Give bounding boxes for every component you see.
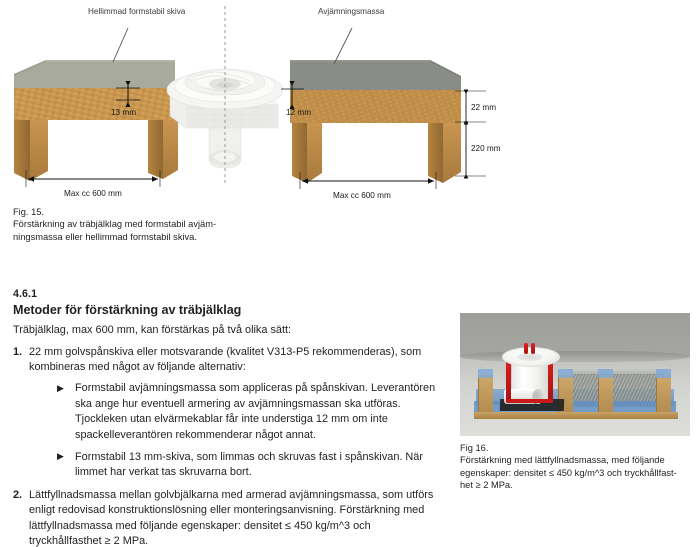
callout-avjamningsmassa xyxy=(318,7,385,64)
chipboard-deck-left xyxy=(14,74,175,120)
photo-bottom-sill xyxy=(474,412,678,419)
dimension-220mm xyxy=(455,122,501,179)
dimension-spacing-left xyxy=(26,170,160,198)
figure-15-illustration xyxy=(0,0,520,210)
callout-left-label: Hellimmad formstabil skiva xyxy=(88,7,186,16)
chipboard-deck-right xyxy=(290,90,461,123)
sub-list-item-text: Formstabil 13 mm-skiva, som limmas och skruvas fast i spånskivan. När limmet har verkat tas skruvarna bort. xyxy=(75,450,423,479)
photo-joist-cap xyxy=(558,369,573,378)
sub-list xyxy=(29,381,443,480)
dimension-13mm-label: 13 mm xyxy=(111,108,137,117)
figure-16-block xyxy=(460,313,690,491)
figure-16-caption-line1: Förstärkning med lättfyllnadsmassa, med följande xyxy=(460,455,665,466)
figure-15-svg xyxy=(0,0,520,210)
list-item-marker: 2. xyxy=(13,488,23,501)
list-item-text: Lättfyllnadsmassa mellan golvbjälkarna med armerad avjämningsmassa, som utförs enligt redovisad konstruktionslösning eller monteringsanvisning. Förstärkning med lättfyllnadsmassa med följande egenskaper: densitet ≤ 450 kg/m^3 och tryckhållfasthet ≥ 2 MPa. xyxy=(29,488,434,547)
photo-wall-shadow xyxy=(460,351,690,362)
figure-16-caption-line3: het ≥ 2 MPa. xyxy=(460,479,513,490)
joist-middle-left xyxy=(148,120,178,179)
dimension-spacing-left-label: Max cc 600 mm xyxy=(64,189,122,198)
dimension-22mm xyxy=(455,90,496,125)
methods-list xyxy=(13,345,443,547)
section-4-6-1 xyxy=(13,287,443,547)
figure-15-caption xyxy=(13,206,313,243)
list-item xyxy=(13,345,443,481)
screed-slab-right xyxy=(290,60,461,90)
photo-joist-cap xyxy=(478,369,493,378)
sub-list-item xyxy=(57,450,443,481)
figure-15-caption-line2: ningsmassa eller hellimmad formstabil skiva. xyxy=(13,231,197,242)
callout-right-label: Avjämningsmassa xyxy=(318,7,385,16)
callout-hellimmad-formstabil-skiva xyxy=(88,7,186,62)
photo-joist xyxy=(598,375,613,415)
figure-16-caption-line2: egenskaper: densitet ≤ 450 kg/m^3 och tryckhållfast- xyxy=(460,467,677,478)
figure-16-photo xyxy=(460,313,690,436)
figure-16-caption-label: Fig 16. xyxy=(460,443,489,453)
photo-joist-cap xyxy=(598,369,613,378)
list-item-text: 22 mm golvspånskiva eller motsvarande (kvalitet V313-P5 rekommenderas), som kombineras med något av följande alternativ: xyxy=(29,345,422,373)
photo-red-clip xyxy=(531,343,535,354)
photo-red-clip xyxy=(524,343,528,354)
floor-drain-assembly xyxy=(167,69,283,168)
section-title: Metoder för förstärkning av träbjälklag xyxy=(13,303,242,317)
photo-joist xyxy=(656,375,671,415)
figure-15-caption-line1: Förstärkning av träbjälklag med formstabil avjäm- xyxy=(13,219,217,230)
joist-left-end xyxy=(14,120,48,181)
sub-list-item xyxy=(57,381,443,443)
dimension-22mm-label: 22 mm xyxy=(471,103,497,112)
sub-list-item-text: Formstabil avjämningsmassa som appliceras på spånskivan. Leverantören ska ange hur eventuell armering av avjämningsmassan ska utföras. Tjockleken utan elvärmekablar får inte understiga 12 mm om inte spackelleverantören rekommenderar något annat. xyxy=(75,382,436,441)
joist-middle-right xyxy=(292,123,322,183)
section-intro: Träbjälklag, max 600 mm, kan förstärkas på två olika sätt: xyxy=(13,324,292,336)
figure-16-caption xyxy=(460,442,688,491)
figure-15-caption-label: Fig. 15. xyxy=(13,207,45,217)
triangle-bullet-icon: ▶ xyxy=(57,451,64,462)
dimension-spacing-right xyxy=(300,172,436,200)
list-item-marker: 1. xyxy=(13,345,23,358)
dimension-12mm-label: 12 mm xyxy=(286,108,312,117)
list-item xyxy=(13,488,443,547)
section-number: 4.6.1 xyxy=(13,288,38,300)
photo-joist xyxy=(478,375,493,415)
joist-right-end xyxy=(428,123,461,183)
triangle-bullet-icon: ▶ xyxy=(57,382,64,393)
photo-red-crossbar xyxy=(506,399,553,403)
photo-drain-grate-inner xyxy=(517,353,543,361)
dimension-spacing-right-label: Max cc 600 mm xyxy=(333,191,391,200)
photo-joist-cap xyxy=(656,369,671,378)
dimension-220mm-label: 220 mm xyxy=(471,144,501,153)
